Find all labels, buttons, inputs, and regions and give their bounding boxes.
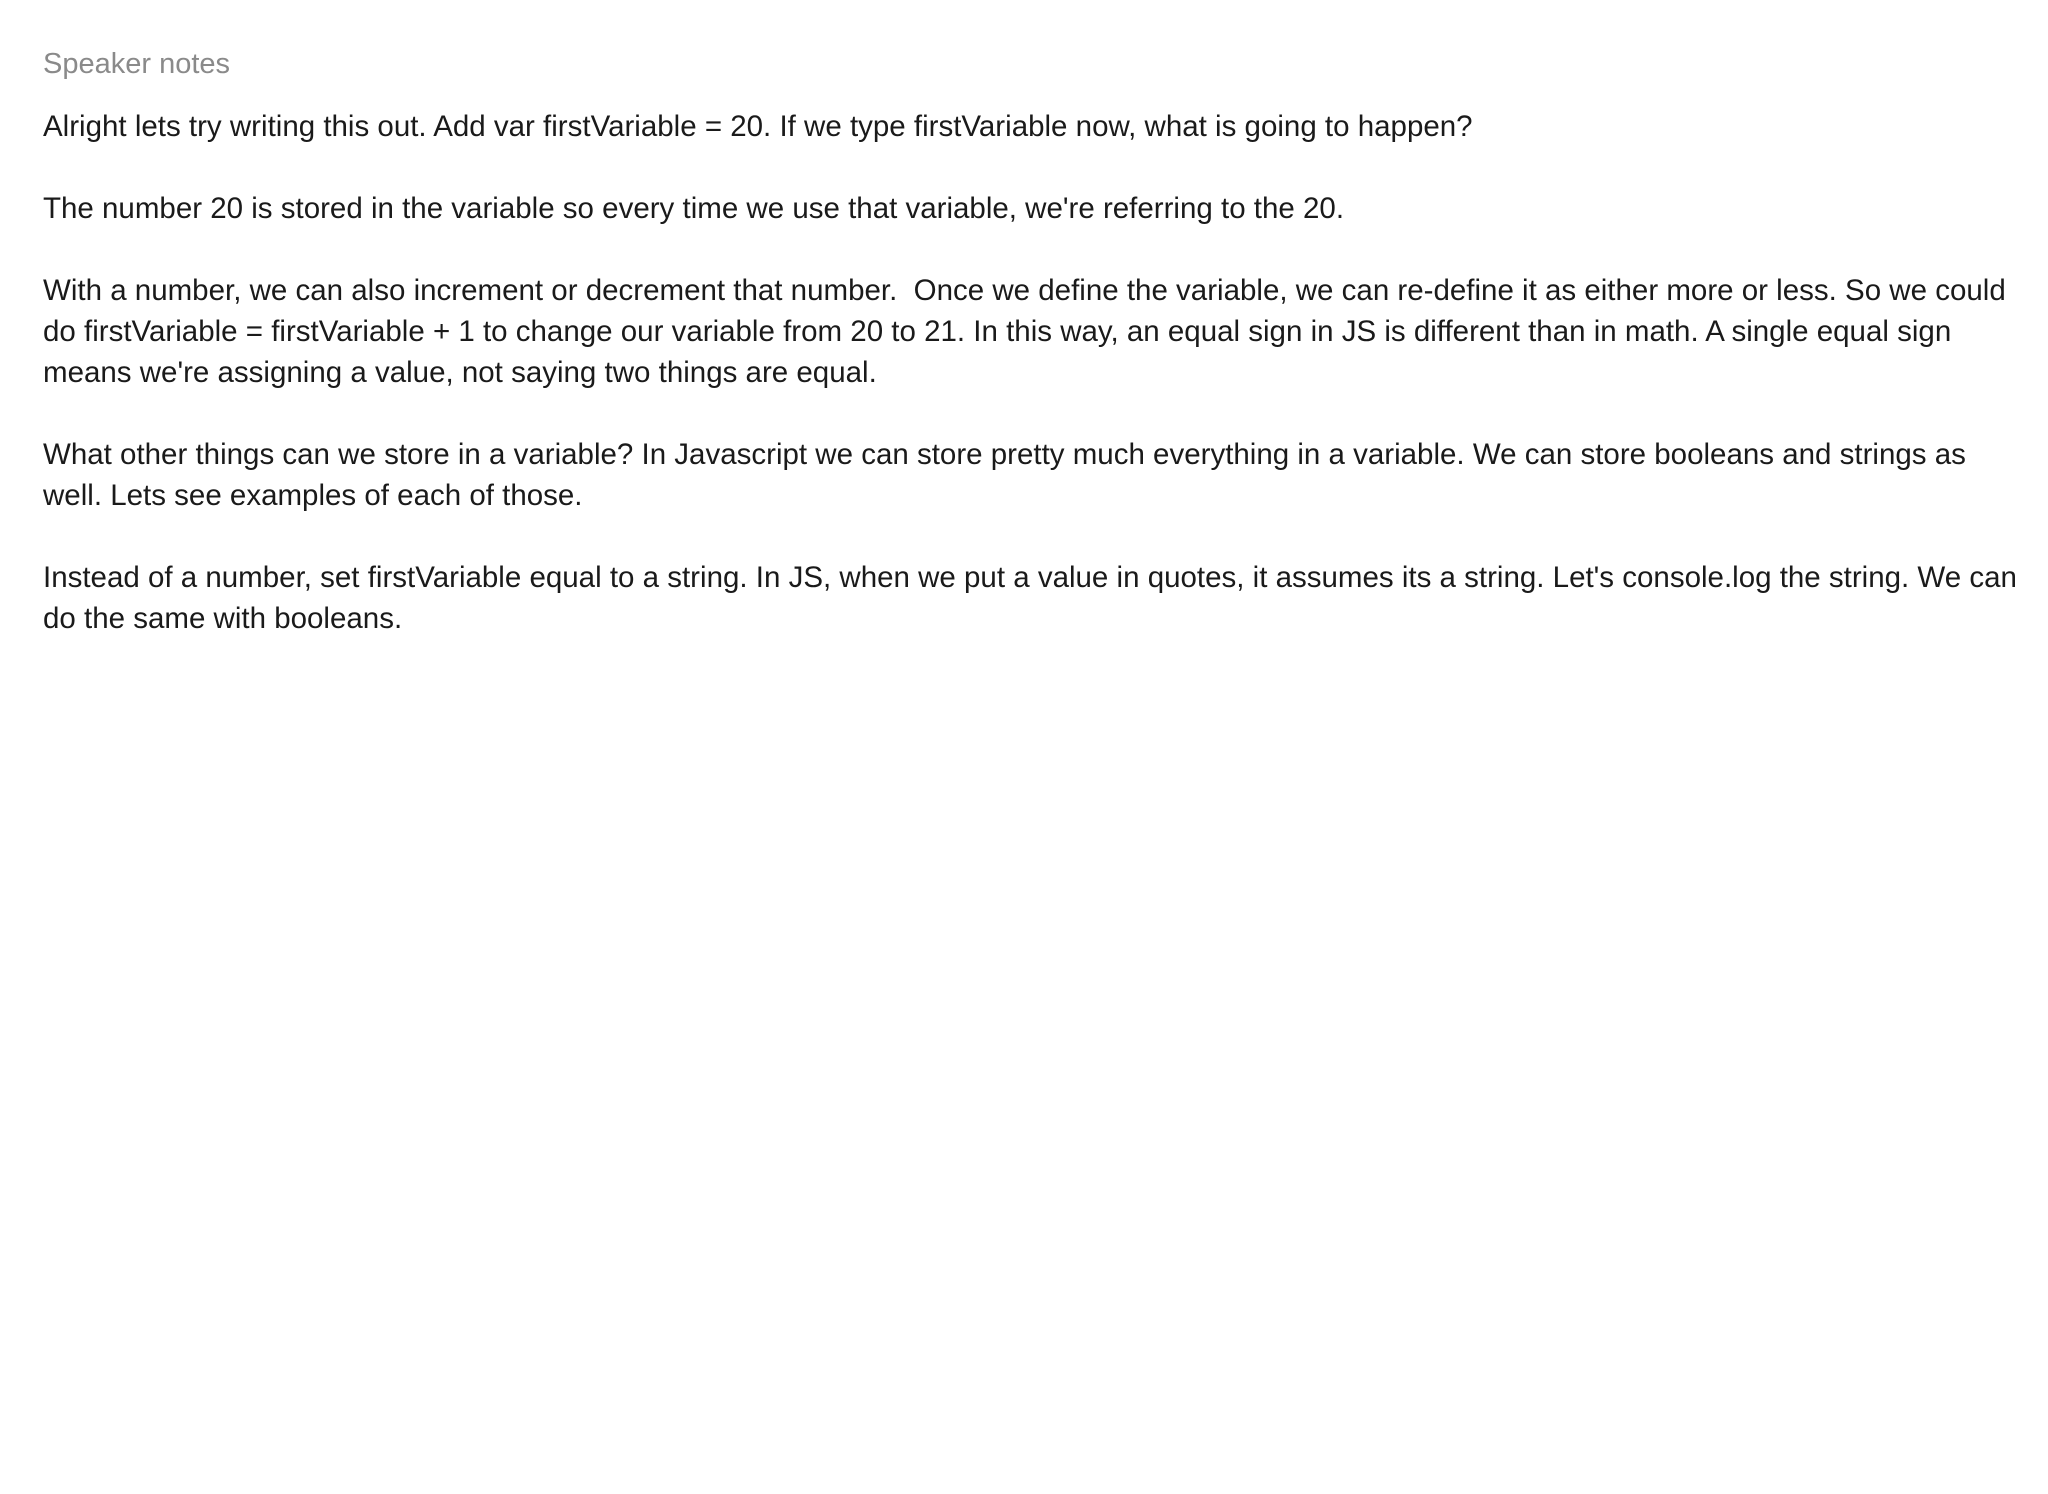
- notes-paragraph-3: With a number, we can also increment or decrement that number. Once we define the variable, we can re-define it as either more or less. So we could do firstVariable = firstVariable + 1 to change our variable from 20 to 21. In this way, an equal sign in JS is different than in math. A single equal sign means we're assigning a value, not saying two things are equal.: [43, 274, 2014, 389]
- speaker-notes-heading: Speaker notes: [43, 48, 231, 80]
- notes-paragraph-2: The number 20 is stored in the variable so every time we use that variable, we're referring to the 20.: [43, 192, 1345, 225]
- speaker-notes-panel: [43, 44, 2026, 680]
- notes-paragraph-5: Instead of a number, set firstVariable equal to a string. In JS, when we put a value in quotes, it assumes its a string. Let's console.log the string. We can do the same with booleans.: [43, 561, 2026, 635]
- notes-paragraph-4: What other things can we store in a variable? In Javascript we can store pretty much everything in a variable. We can store booleans and strings as well. Lets see examples of each of those.: [43, 438, 1975, 512]
- speaker-notes-body[interactable]: [43, 106, 2026, 639]
- notes-paragraph-1: Alright lets try writing this out. Add var firstVariable = 20. If we type firstVariable now, what is going to happen?: [43, 110, 1473, 143]
